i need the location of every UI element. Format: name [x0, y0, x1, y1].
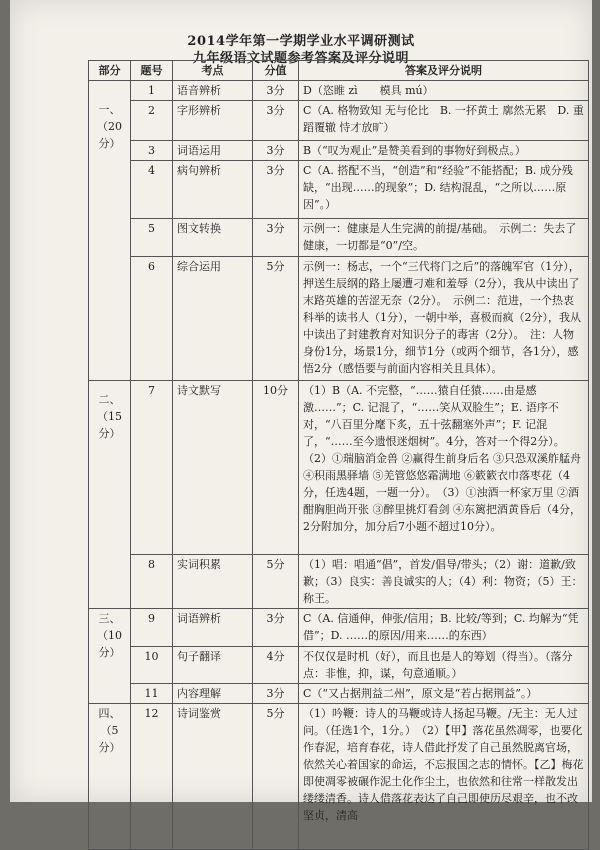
question-answer: （1）吟鞭：诗人的马鞭或诗人扬起马鞭。/无主：无人过问。（任选1个，1分。） （2）【甲】落花虽然凋零，也要化作春泥，培育春花，诗人借此抒发了自己虽然脱离官场，依然关心着国家的命运，不忘报国之志的情怀。【乙】梅花即使凋零被碾作泥土化作尘土，也依然和往常一样散发出缕缕清香。诗人借落花表达了自己即使历尽艰辛，也不改坚贞，清高 — [299, 704, 589, 850]
table-row — [89, 141, 589, 161]
col-header-answer: 答案及评分说明 — [299, 61, 589, 81]
question-answer: C（A. 格物致知 无与伦比 B. 一抔黄土 廓然无累 D. 重蹈覆辙 恃才放旷） — [299, 101, 589, 141]
question-number: 5 — [131, 219, 173, 257]
answer-table — [88, 60, 589, 850]
table-row — [89, 647, 589, 684]
question-point: 词语运用 — [173, 141, 253, 161]
table-row — [89, 81, 589, 101]
page-subtitle: 九年级语文试题参考答案及评分说明 — [192, 51, 409, 66]
question-number: 9 — [131, 609, 173, 647]
table-row — [89, 161, 589, 219]
question-score: 3分 — [253, 81, 299, 101]
question-score: 10分 — [253, 381, 299, 555]
table-row — [89, 257, 589, 381]
table-row — [89, 101, 589, 141]
question-answer: 不仅仅是时机（好），而且也是人的筹划（得当）。（落分点：非惟，抑，谋，句意通顺。） — [299, 647, 589, 684]
table-row — [89, 555, 589, 609]
question-answer: C（A. 搭配不当，“创造”和“经验”不能搭配；B. 成分残缺，“出现……的现象”；D. 结构混乱，“之所以……原因”。） — [299, 161, 589, 219]
question-score: 4分 — [253, 647, 299, 684]
question-score: 3分 — [253, 101, 299, 141]
table-row — [89, 704, 589, 850]
question-point: 诗词鉴赏 — [173, 704, 253, 850]
question-score: 5分 — [253, 704, 299, 850]
question-point: 病句辨析 — [173, 161, 253, 219]
question-answer: C（“又占据荆益二州”，原文是“若占据荆益”。） — [299, 684, 589, 704]
question-score: 5分 — [253, 257, 299, 381]
col-header-point: 考点 — [173, 61, 253, 81]
question-number: 4 — [131, 161, 173, 219]
question-point: 诗文默写 — [173, 381, 253, 555]
question-point: 词语辨析 — [173, 609, 253, 647]
question-point: 语音辨析 — [173, 81, 253, 101]
question-answer: 示例一：杨志，一个“三代将门之后”的落魄军官（1分），押送生辰纲的路上屡遭刁难和羞辱（2分），我从中读出了末路英雄的苦涩无奈（2分）。 示例二：范进，一个热衷科举的读书人（1分），一朝中举，喜极而疯（2分），我从中读出了封建教育对知识分子的毒害（2分）。 注：人物身份1分，场景1分，细节1分（或两个细节，各1分），感悟2分（感悟要与前面内容相关且具体）。 — [299, 257, 589, 381]
question-score: 3分 — [253, 609, 299, 647]
question-score: 3分 — [253, 141, 299, 161]
question-point: 字形辨析 — [173, 101, 253, 141]
question-number: 3 — [131, 141, 173, 161]
question-number: 6 — [131, 257, 173, 381]
question-point: 句子翻译 — [173, 647, 253, 684]
question-answer: （1）唱：唱通“倡”，首发/倡导/带头；（2）谢：道歉/致歉；（3）良实：善良诚实的人；（4）利：物资；（5）王：称王。 — [299, 555, 589, 609]
question-number: 7 — [131, 381, 173, 555]
question-answer: 示例一：健康是人生完满的前提/基础。 示例二：失去了健康，一切都是“0”/空。 — [299, 219, 589, 257]
table-row — [89, 381, 589, 555]
question-score: 3分 — [253, 219, 299, 257]
question-number: 2 — [131, 101, 173, 141]
question-answer: B（“叹为观止”是赞美看到的事物好到极点。） — [299, 141, 589, 161]
page-title: 2014学年第一学期学业水平调研测试 — [187, 34, 415, 49]
question-score: 3分 — [253, 684, 299, 704]
col-header-score: 分值 — [253, 61, 299, 81]
question-number: 10 — [131, 647, 173, 684]
col-header-number: 题号 — [131, 61, 173, 81]
question-answer: C（A. 信通伸，伸张/信用；B. 比较/等到；C. 均解为“凭借”；D. ……的原因/用来……的东西） — [299, 609, 589, 647]
question-number: 12 — [131, 704, 173, 850]
question-answer: D（恣睢 zì 模具 mú） — [299, 81, 589, 101]
table-header-row — [89, 61, 589, 81]
question-score: 3分 — [253, 161, 299, 219]
part-label: 四、（5分） — [89, 704, 131, 850]
question-number: 1 — [131, 81, 173, 101]
table-row — [89, 219, 589, 257]
question-number: 11 — [131, 684, 173, 704]
question-number: 8 — [131, 555, 173, 609]
part-label: 三、（10分） — [89, 609, 131, 704]
question-point: 综合运用 — [173, 257, 253, 381]
part-label: 二、（15分） — [89, 381, 131, 609]
table-row — [89, 684, 589, 704]
question-point: 图文转换 — [173, 219, 253, 257]
question-point: 实词积累 — [173, 555, 253, 609]
part-label: 一、（20分） — [89, 81, 131, 381]
answer-sheet — [10, 0, 592, 822]
question-point: 内容理解 — [173, 684, 253, 704]
question-answer: （1）B（A. 不完整，“……猿自任猿……由是感激……”；C. 记混了，“……笑从双脸生”；E. 语序不对，“八百里分麾下炙，五十弦翻塞外声”；F. 记混了，“……至今遗恨迷烟树”。4分，答对一个得2分）。 （2）①瑞脑消金兽 ②赢得生前身后名 ③只恐双溪舴艋舟 ④积雨黑驿墙 ⑤羌管悠悠霜满地 ⑥簌簌衣巾落枣花（4分，任选4题，一题一分）。 （3）①浊酒一杯家万里 ②酒酣胸胆尚开张 ③醉里挑灯看剑 ④东篱把酒黄昏后（4分，2分附加分，加分后7小题不超过10分）。 — [299, 381, 589, 555]
question-score: 5分 — [253, 555, 299, 609]
table-row — [89, 609, 589, 647]
col-header-part: 部分 — [89, 61, 131, 81]
